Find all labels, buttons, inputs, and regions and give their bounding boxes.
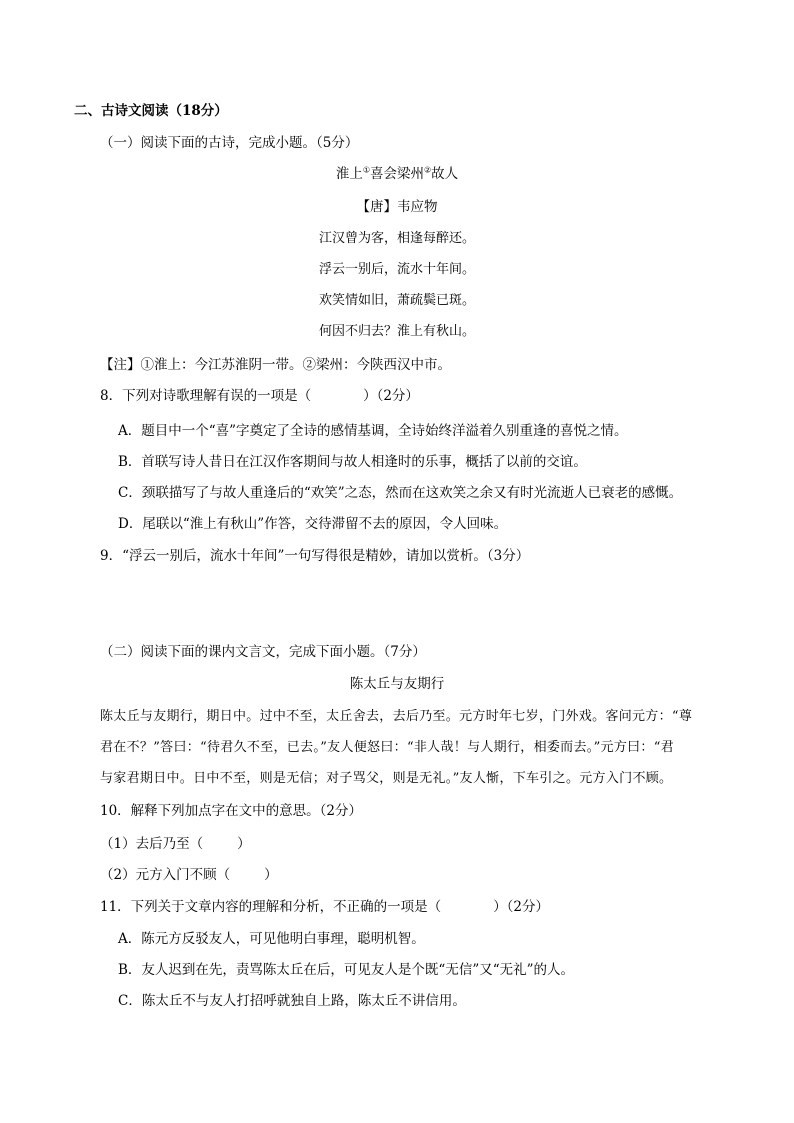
question-11: 11．下列关于文章内容的理解和分析，不正确的一项是（ ）（2分） (100, 899, 550, 915)
poem-author: 【唐】韦应物 (356, 199, 438, 215)
option-a: A．陈元方反驳友人，可见他明白事理，聪明机智。 (118, 931, 425, 947)
passage-line: 君在不？”答曰：“待君久不至，已去。”友人便怒曰：“非人哉！与人期行，相委而去。”元方曰：“君 (100, 740, 674, 755)
poem-line: 何因不归去？淮上有秋山。 (318, 324, 475, 339)
passage-title: 陈太丘与友期行 (349, 676, 445, 692)
question-8: 8．下列对诗歌理解有误的一项是（ ）（2分） (100, 388, 419, 404)
passage-line: 陈太丘与友期行，期日中。过中不至，太丘舍去，去后乃至。元方时年七岁，门外戏。客问元方：“尊 (100, 709, 693, 724)
question-10: 10．解释下列加点字在文中的意思。（2分） (100, 803, 363, 819)
footnote-mark-1: ① (362, 165, 370, 175)
poem-line: 江汉曾为客，相逢每醉还。 (318, 231, 475, 246)
question-10-item: （2）元方入门不顾（ ） (100, 867, 278, 883)
option-b: B．友人迟到在先，责骂陈太丘在后，可见友人是个既“无信”又“无礼”的人。 (118, 962, 575, 978)
part1-heading: （一）阅读下面的古诗，完成小题。（5分） (100, 135, 359, 151)
option-a: A．题目中一个“喜”字奠定了全诗的感情基调，全诗始终洋溢着久别重逢的喜悦之情。 (118, 423, 628, 439)
poem-title: 淮上①喜会梁州②故人 (335, 165, 459, 182)
question-10-item: （1）去后乃至（ ） (100, 836, 251, 852)
question-9: 9．“浮云一别后，流水十年间”一句写得很是精妙，请加以赏析。（3分） (100, 548, 530, 564)
option-b: B．首联写诗人昔日在江汉作客期间与故人相逢时的乐事，概括了以前的交谊。 (118, 454, 587, 470)
poem-line: 浮云一别后，流水十年间。 (318, 262, 475, 277)
poem-note: 【注】①淮上：今江苏淮阴一带。②梁州：今陕西汉中市。 (100, 357, 451, 373)
option-d: D．尾联以“淮上有秋山”作答，交待滞留不去的原因，令人回味。 (118, 516, 508, 532)
footnote-mark-2: ② (424, 165, 432, 175)
part2-heading: （二）阅读下面的课内文言文，完成下面小题。（7分） (100, 644, 426, 660)
option-c: C．陈太丘不与友人打招呼就独自上路，陈太丘不讲信用。 (118, 993, 466, 1009)
poem-line: 欢笑情如旧，萧疏鬓已斑。 (318, 293, 475, 308)
section-title: 二、古诗文阅读（18分） (74, 103, 228, 119)
option-c: C．颈联描写了与故人重逢后的“欢笑”之态，然而在这欢笑之余又有时光流逝人已衰老的感慨。 (118, 485, 683, 501)
passage-line: 与家君期日中。日中不至，则是无信；对子骂父，则是无礼。”友人惭，下车引之。元方入门不顾。 (100, 771, 673, 786)
